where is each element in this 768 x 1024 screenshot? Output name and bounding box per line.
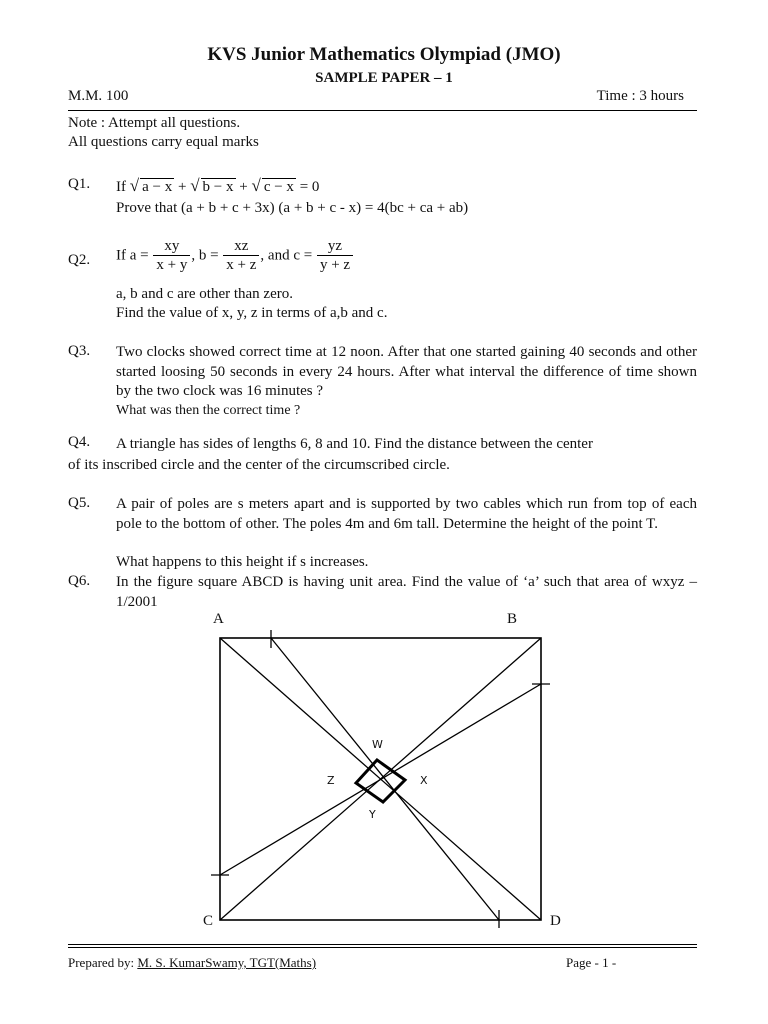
footer-author: M. S. KumarSwamy, TGT(Maths) [137, 955, 317, 970]
fraction-c-numerator: yz [327, 238, 343, 254]
q1-radicand-a: a − x [142, 179, 173, 195]
figure-label-d: D [550, 913, 561, 929]
note-line-1: Note : Attempt all questions. [68, 115, 241, 131]
question-2-line-3: Find the value of x, y, z in terms of a,b and c. [116, 305, 388, 321]
q1-radicand-b: b − x [202, 179, 234, 195]
footer-divider-top [68, 944, 697, 945]
q2-if-a: If a = [116, 247, 149, 264]
q1-radicand-c: c − x [263, 179, 294, 195]
question-6-text: In the figure square ABCD is having unit area. Find the value of ‘a’ such that area of wxyz – 1/2001 [116, 574, 697, 610]
page-title: KVS Junior Mathematics Olympiad (JMO) [207, 44, 561, 65]
question-3-line-2: What was then the correct time ? [116, 403, 301, 418]
question-5-line-2: What happens to this height if s increases. [116, 554, 369, 570]
q1-plus-1: + [177, 179, 187, 195]
sqrt-icon: √ [129, 176, 140, 195]
question-4-text-first: A triangle has sides of lengths 6, 8 and 10. Find the distance between the center [116, 436, 593, 452]
parallel-line-top-to-bottom [271, 638, 499, 920]
q1-equals-zero: = 0 [299, 179, 320, 195]
figure-label-y: Y [369, 808, 376, 821]
figure-label-x: X [420, 774, 428, 787]
question-number-5: Q5. [68, 495, 91, 511]
fraction-a-numerator: xy [164, 238, 180, 254]
question-number-3: Q3. [68, 343, 91, 359]
figure-label-c: C [203, 913, 214, 929]
question-number-2: Q2. [68, 252, 91, 268]
question-5-text: A pair of poles are s meters apart and is supported by two cables which run from top of each pole to the bottom of other. The poles 4m and 6m tall. Determine the height of the point T. [116, 496, 697, 532]
question-number-1: Q1. [68, 176, 91, 192]
figure-label-w: W [372, 738, 383, 751]
question-2-line-2: a, b and c are other than zero. [116, 286, 293, 302]
footer-prepared-prefix: Prepared by: [68, 955, 135, 970]
sqrt-icon: √ [251, 176, 261, 195]
q1-if: If [116, 179, 126, 195]
quadrilateral-wxyz [356, 760, 405, 802]
footer-divider-bottom [68, 947, 697, 948]
question-number-4: Q4. [68, 434, 91, 450]
q2-c-eq: , and c = [260, 247, 313, 264]
fraction-b-denominator: x + z [223, 255, 259, 274]
fraction-a-denominator: x + y [153, 255, 190, 274]
question-number-6: Q6. [68, 573, 91, 589]
max-marks: M.M. 100 [68, 88, 129, 104]
fraction-b-numerator: xz [234, 238, 249, 254]
q1-plus-2: + [239, 179, 248, 195]
fraction-c-denominator: y + z [317, 255, 353, 274]
question-1-prove: Prove that (a + b + c + 3x) (a + b + c - x) = 4(bc + ca + ab) [116, 200, 469, 216]
page-subtitle: SAMPLE PAPER – 1 [315, 70, 453, 86]
figure-label-z: Z [327, 774, 335, 787]
footer-prepared-by [68, 955, 316, 971]
parallel-line-right-to-left [220, 684, 541, 875]
footer-page-number: Page - 1 - [566, 955, 617, 970]
sqrt-icon: √ [190, 176, 200, 195]
figure-label-a: A [213, 611, 224, 627]
question-4-text-second: of its inscribed circle and the center of the circumscribed circle. [68, 457, 450, 473]
q2-b-eq: , b = [191, 247, 219, 264]
note-line-2: All questions carry equal marks [68, 134, 259, 150]
question-3-text: Two clocks showed correct time at 12 noon. After that one started gaining 40 seconds and other started loosing 50 seconds in every 24 hours. After what interval the difference of time shown by the two clock was 16 minutes ? [116, 344, 697, 399]
time-allowed: Time : 3 hours [596, 88, 684, 104]
figure-label-b: B [507, 611, 518, 627]
